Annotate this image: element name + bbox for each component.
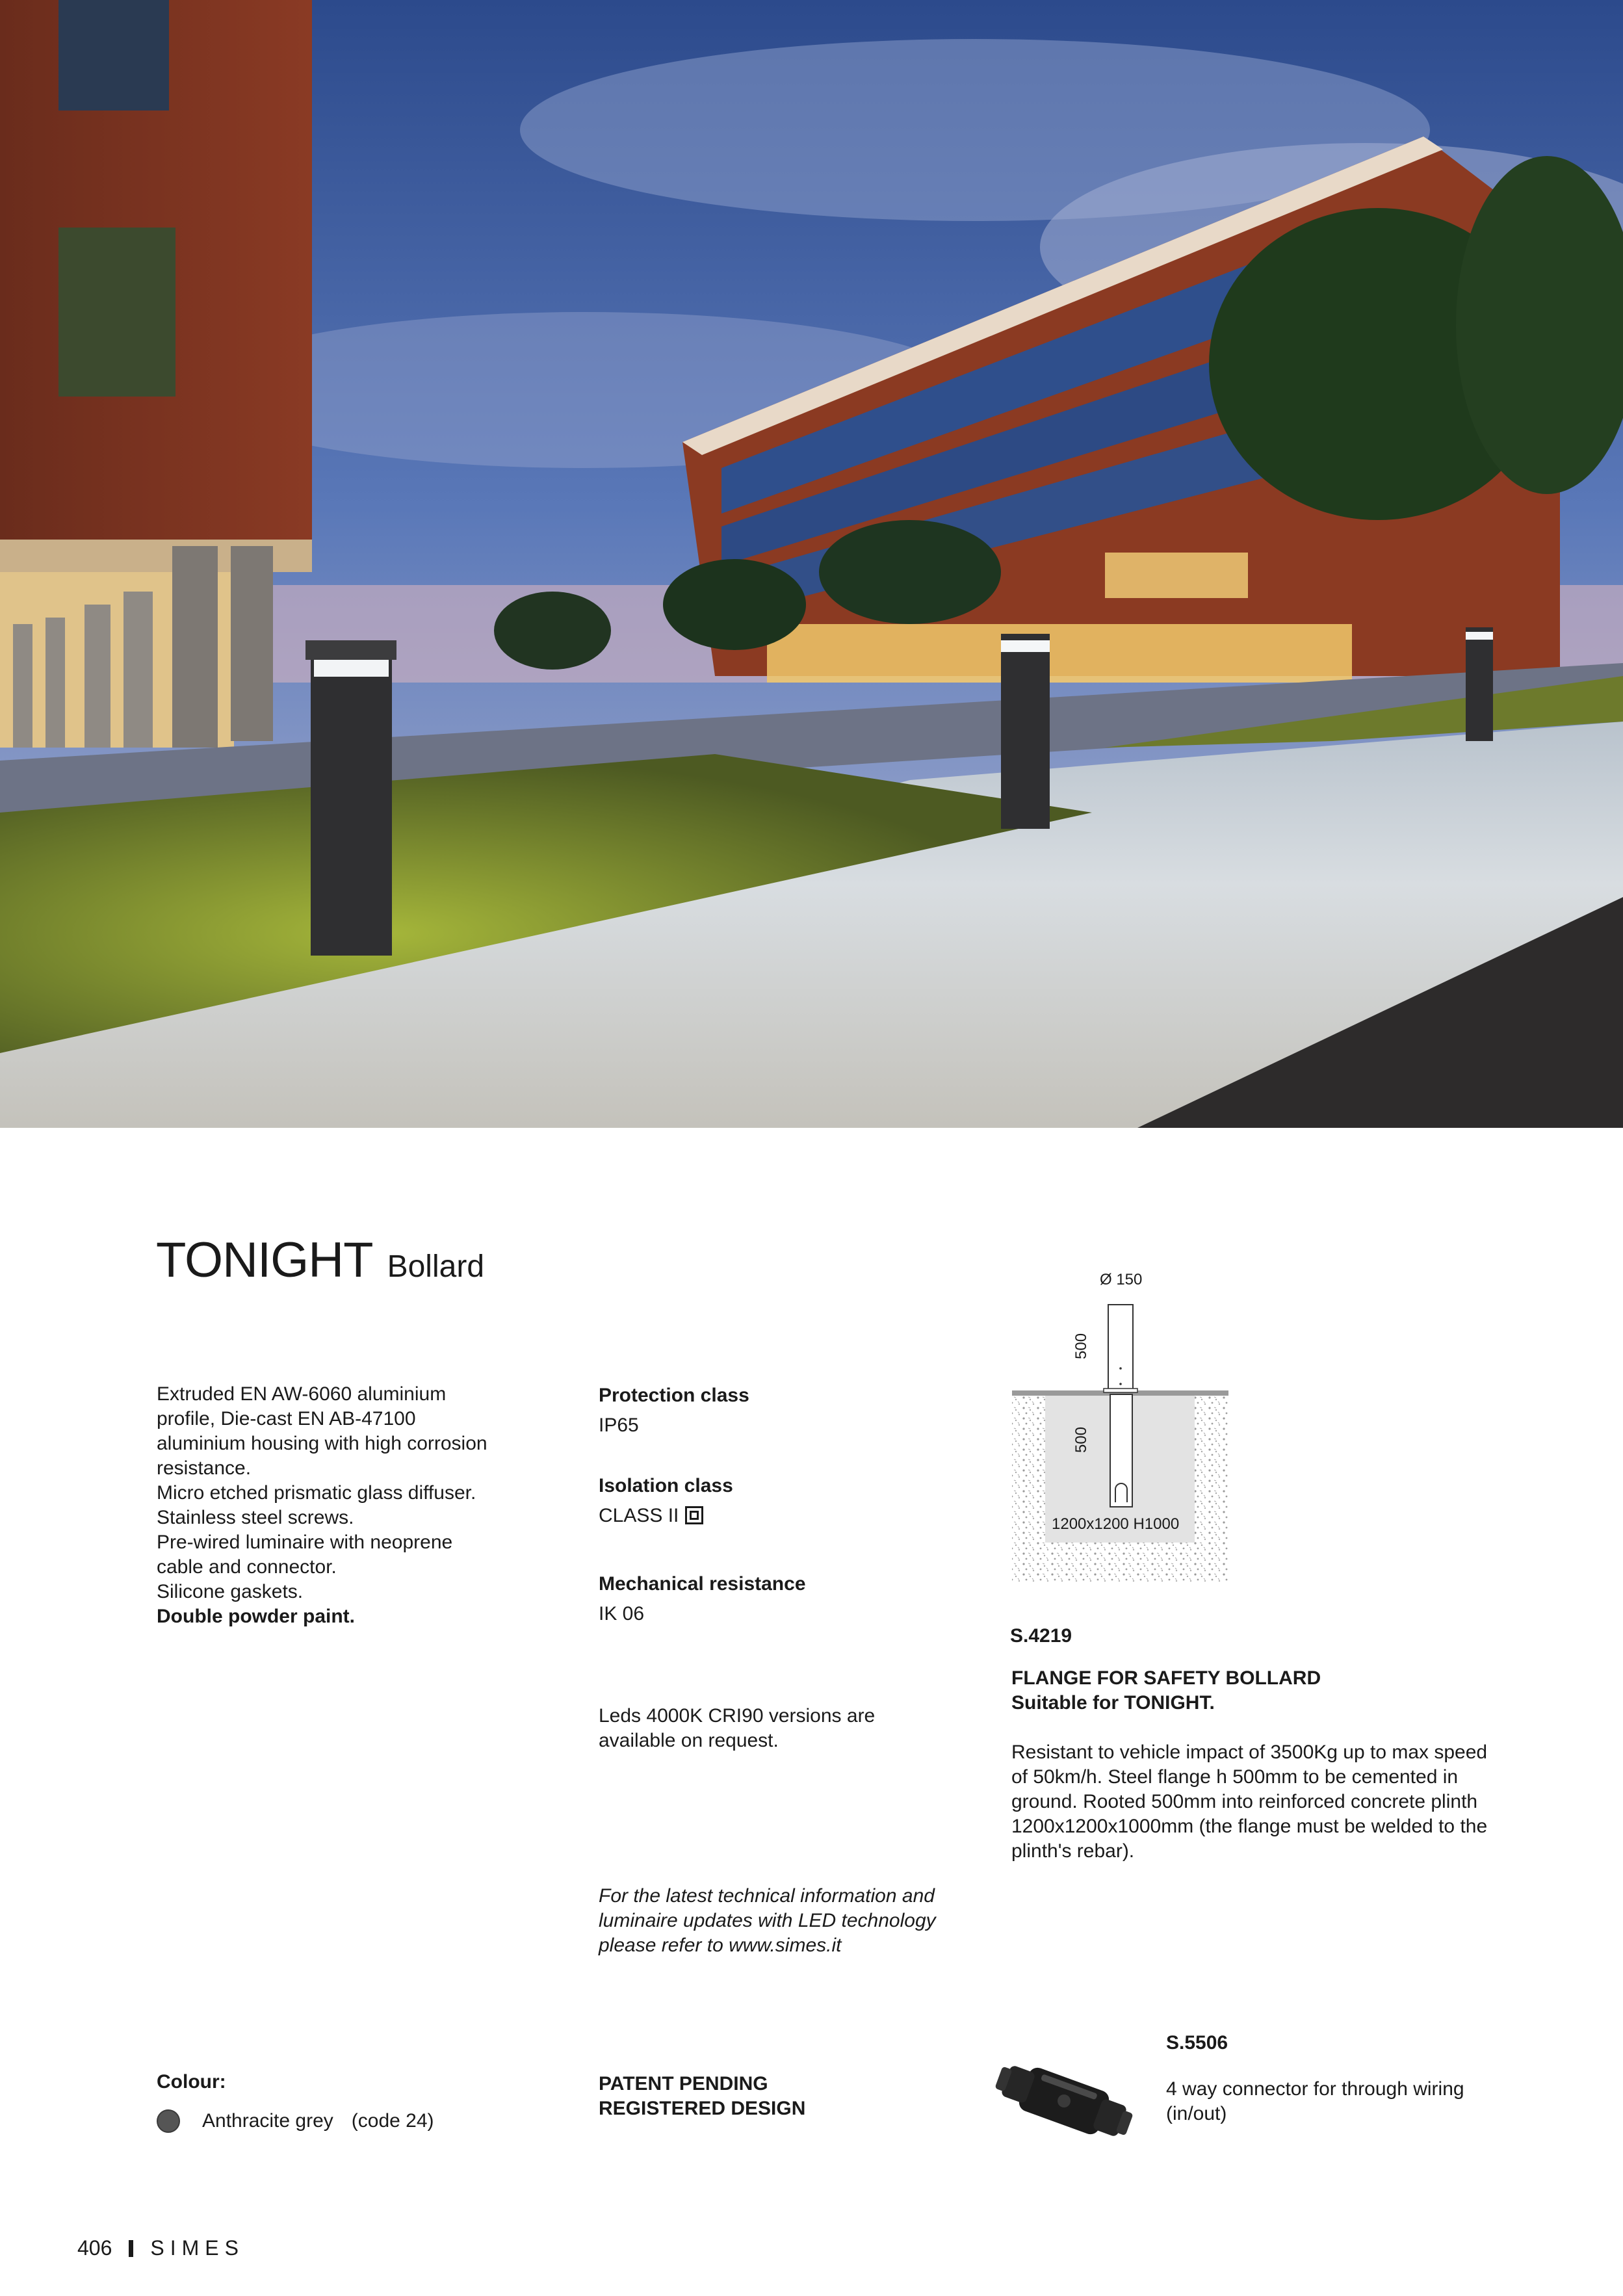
class-ii-icon [685,1506,703,1524]
product-name: TONIGHT [156,1233,373,1288]
hero-photo [0,0,1623,1128]
connector-description: 4 way connector for through wiring (in/out) [1166,2078,1464,2124]
product-title [156,1232,484,1288]
description-line: Double powder paint. [157,1606,355,1627]
diameter-label: Ø 150 [1100,1271,1143,1288]
height-below-label: 500 [1072,1426,1090,1453]
isolation-class-row [599,1504,733,1528]
footer-separator [129,2240,133,2257]
height-above-label: 500 [1072,1333,1090,1359]
product-description [157,1382,534,1629]
description-line: Extruded EN AW-6060 aluminium [157,1383,447,1405]
description-line: Micro etched prismatic glass diffuser. [157,1482,476,1504]
colour-label: Colour: [157,2071,226,2093]
description-line: Stainless steel screws. [157,1507,354,1528]
description-line: aluminium housing with high corrosion [157,1433,487,1454]
protection-class-value: IP65 [599,1415,639,1436]
description-line: Silicone gaskets. [157,1581,304,1602]
mechanical-resistance-label: Mechanical resistance [599,1573,806,1595]
latest-info-note: For the latest technical information and luminaire updates with LED technology please refer to www.simes.it [599,1885,936,1956]
product-type: Bollard [387,1249,485,1284]
flange-accessory [1011,1666,1505,1864]
isolation-class [599,1474,733,1528]
patent-line-2: REGISTERED DESIGN [599,2098,806,2119]
connector-image [989,2049,1139,2153]
description-line: resistance. [157,1457,252,1479]
page-footer [77,2236,244,2260]
protection-class-label: Protection class [599,1385,749,1406]
isolation-class-value: CLASS II [599,1505,679,1526]
mechanical-resistance [599,1572,806,1626]
flange-title: FLANGE FOR SAFETY BOLLARD [1011,1667,1321,1689]
flange-description: Resistant to vehicle impact of 3500Kg up to max speed of 50km/h. Steel flange h 500mm to be cemented in ground. Rooted 500mm into reinforced concrete plinth 1200x1200x1000mm (the flange must be welded to the plinth's rebar). [1011,1742,1488,1862]
description-line: cable and connector. [157,1556,337,1578]
mechanical-resistance-value: IK 06 [599,1603,645,1624]
patent-line-1: PATENT PENDING [599,2073,768,2094]
flange-subtitle: Suitable for TONIGHT. [1011,1692,1215,1714]
colour-swatch [157,2109,180,2133]
colour-code: (code 24) [351,2110,434,2132]
patent-notice [599,2072,805,2121]
flange-code: S.4219 [1010,1625,1072,1647]
leds-note: Leds 4000K CRI90 versions are available on request. [599,1705,876,1751]
connector-code: S.5506 [1166,2032,1228,2054]
plinth-label: 1200x1200 H1000 [1052,1515,1180,1533]
page-number: 406 [77,2236,112,2260]
description-line: profile, Die-cast EN AB-47100 [157,1408,416,1429]
isolation-class-label: Isolation class [599,1475,733,1496]
installation-drawing [1007,1271,1235,1589]
protection-class [599,1383,749,1438]
description-line: Pre-wired luminaire with neoprene [157,1532,453,1553]
colour-name: Anthracite grey [202,2110,333,2132]
colour-entry [202,2109,434,2133]
brand-name: SIMES [150,2236,244,2260]
